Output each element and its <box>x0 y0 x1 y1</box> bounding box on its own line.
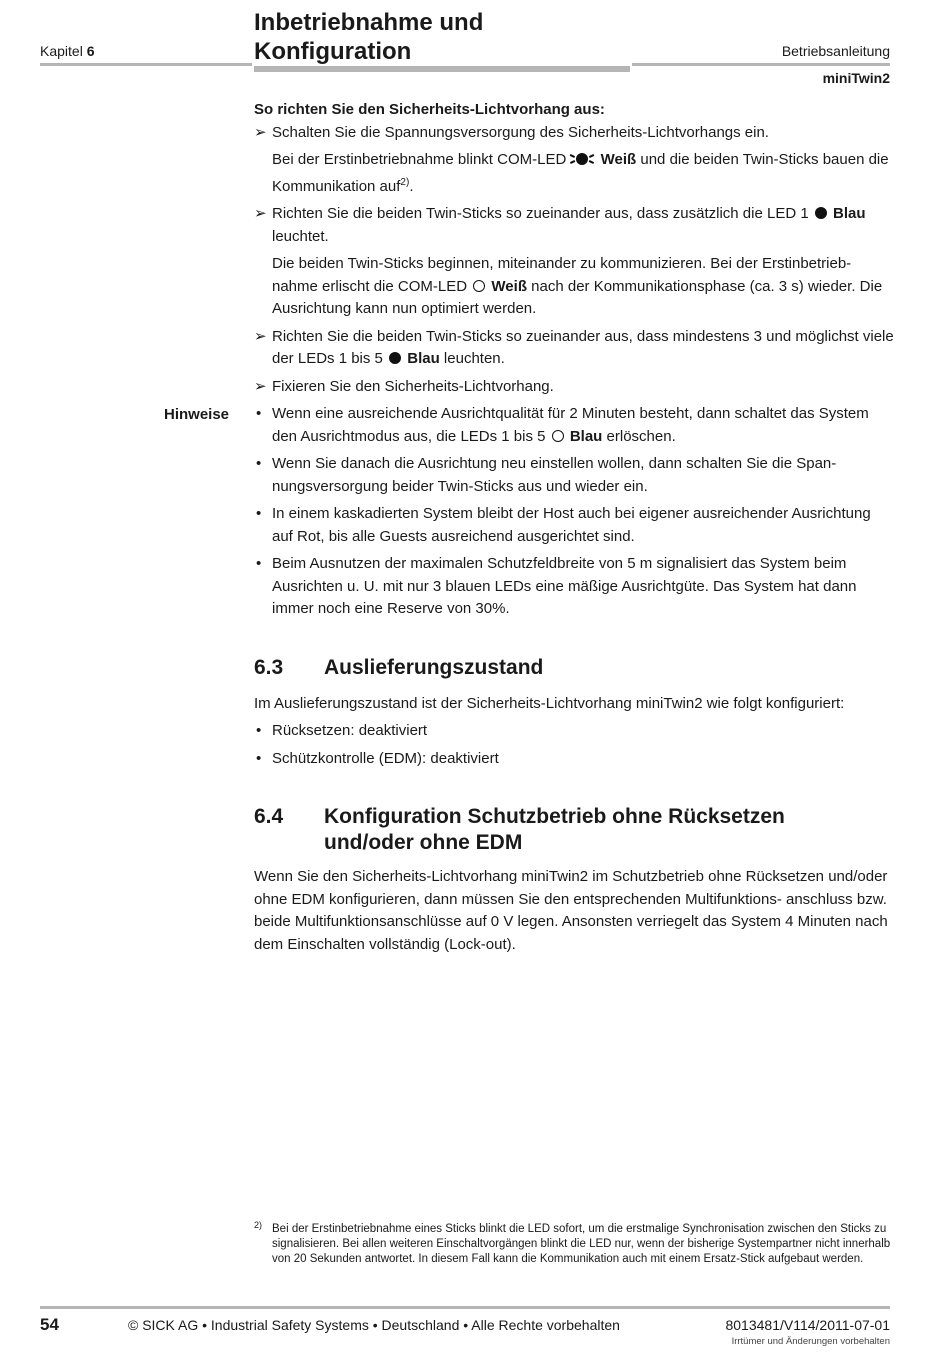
page-number: 54 <box>40 1315 59 1334</box>
note-2: • Wenn Sie danach die Ausrichtung neu einstellen wollen, dann schalten Sie die Span- nungsversorgung beider Twin-Sticks aus und wieder ein. <box>256 455 837 495</box>
footnote <box>254 1222 894 1267</box>
procedure-heading: So richten Sie den Sicherheits-Lichtvorhang aus: <box>254 101 605 118</box>
note-3: • In einem kaskadierten System bleibt der Host auch bei eigener ausreichender Ausrichtung auf Rot, bis alle Guests ausreichend ausgerichtet sind. <box>256 505 871 545</box>
led-off-icon <box>552 430 564 442</box>
led-blinking-icon <box>570 152 594 166</box>
bullet-icon: • <box>256 749 262 767</box>
copyright: © SICK AG • Industrial Safety Systems • Deutschland • Alle Rechte vorbehalten <box>128 1317 620 1333</box>
bullet-icon: • <box>256 455 262 472</box>
disclaimer: Irrtümer und Änderungen vorbehalten <box>731 1336 890 1347</box>
section-6-4-text: Wenn Sie den Sicherheits-Lichtvorhang miniTwin2 im Schutzbetrieb ohne Rücksetzen und/oder ohne EDM konfigurieren, dann müssen Sie den entsprechenden Multifunktions- anschluss bzw. beide Multifunktionsanschlüsse auf 0 V legen. Ansonsten verriegelt das System 4 Minuten nach dem Einschalten vollständig (Lock-out). <box>254 868 888 953</box>
footnote-ref: 2) <box>400 176 410 188</box>
header-rule-left <box>40 63 252 66</box>
default-item-2: • Schützkontrolle (EDM): deaktiviert <box>254 748 894 771</box>
step-3: ➢ Richten Sie die beiden Twin-Sticks so zueinander aus, dass mindestens 3 und möglichst viele der LEDs 1 bis 5 Blau leuchten. <box>254 327 894 367</box>
bullet-icon: • <box>256 505 262 522</box>
bullet-icon: • <box>256 405 262 422</box>
step-1: ➢ Schalten Sie die Spannungsversorgung des Sicherheits-Lichtvorhangs ein. <box>254 122 894 145</box>
note-4: • Beim Ausnutzen der maximalen Schutzfeldbreite von 5 m signalisiert das System beim Ausrichten u. U. mit nur 3 blauen LEDs eine mäßige Ausrichtgüte. Das System hat dann immer noch eine Reserve von 30%. <box>256 555 857 617</box>
footnote-mark: 2) <box>254 1220 263 1230</box>
section-6-4-heading: 6.4 Konfiguration Schutzbetrieb ohne Rücksetzen und/oder ohne EDM <box>254 805 785 854</box>
doc-type: Betriebsanleitung <box>781 43 890 59</box>
main-content <box>254 99 894 956</box>
led-on-icon <box>389 352 401 364</box>
bullet-icon: • <box>256 555 262 572</box>
step-4: ➢ Fixieren Sie den Sicherheits-Lichtvorhang. <box>254 376 894 399</box>
arrow-icon: ➢ <box>254 327 267 345</box>
led-off-icon <box>473 280 485 292</box>
header-rule-right <box>632 63 890 66</box>
led-on-icon <box>815 207 827 219</box>
step-1-note: Bei der Erstinbetriebnahme blinkt COM-LED Weiß und die beiden Twin-Sticks bauen die Kommunikation auf$^{2)}$. <box>272 151 889 195</box>
section-6-3-heading: 6.3 Auslieferungszustand <box>254 655 544 679</box>
footer-rule <box>40 1306 890 1309</box>
product-name: miniTwin2 <box>822 70 890 86</box>
chapter-title: Inbetriebnahme und Konfiguration <box>254 9 484 65</box>
arrow-icon: ➢ <box>254 377 267 395</box>
step-2-note: Die beiden Twin-Sticks beginnen, miteinander zu kommunizieren. Bei der Erstinbetrieb- nahme erlischt die COM-LED Weiß nach der Kommunikationsphase (ca. 3 s) wieder. Die Ausrichtung kann nun optimiert werden. <box>272 255 883 317</box>
bullet-icon: • <box>256 722 262 739</box>
chapter-label: Kapitel 6 <box>40 43 95 59</box>
header-rule-middle <box>254 66 630 72</box>
default-item-1: • Rücksetzen: deaktiviert <box>254 720 894 743</box>
note-1: • Wenn eine ausreichende Ausrichtqualität für 2 Minuten besteht, dann schaltet das System den Ausrichtmodus aus, die LEDs 1 bis 5 Blau erlöschen. <box>256 405 869 445</box>
notes-label: Hinweise <box>164 406 230 423</box>
footnote-text: Bei der Erstinbetriebnahme eines Sticks blinkt die LED sofort, um die erstmalige Synchronisation zwischen den Sticks zu signalisieren. Bei allen weiteren Einschaltvorgängen blinkt die LED nur, wenn der bisherige Systempartner nicht innerhalb von 20 Sekunden antwortet. In diesem Fall kann die Kommunikation auch mit einem Ersatz-Stick aufgebaut werden. <box>272 1223 891 1265</box>
arrow-icon: ➢ <box>254 205 267 222</box>
chapter-number: 6 <box>86 43 95 59</box>
document-id: 8013481/V114/2011-07-01 <box>725 1317 890 1333</box>
arrow-icon: ➢ <box>254 123 267 141</box>
section-6-3-text: Im Auslieferungszustand ist der Sicherheits-Lichtvorhang miniTwin2 wie folgt konfiguriert: <box>254 694 845 712</box>
step-2: ➢ Richten Sie die beiden Twin-Sticks so zueinander aus, dass zusätzlich die LED 1 Blau leuchtet. <box>254 205 866 245</box>
